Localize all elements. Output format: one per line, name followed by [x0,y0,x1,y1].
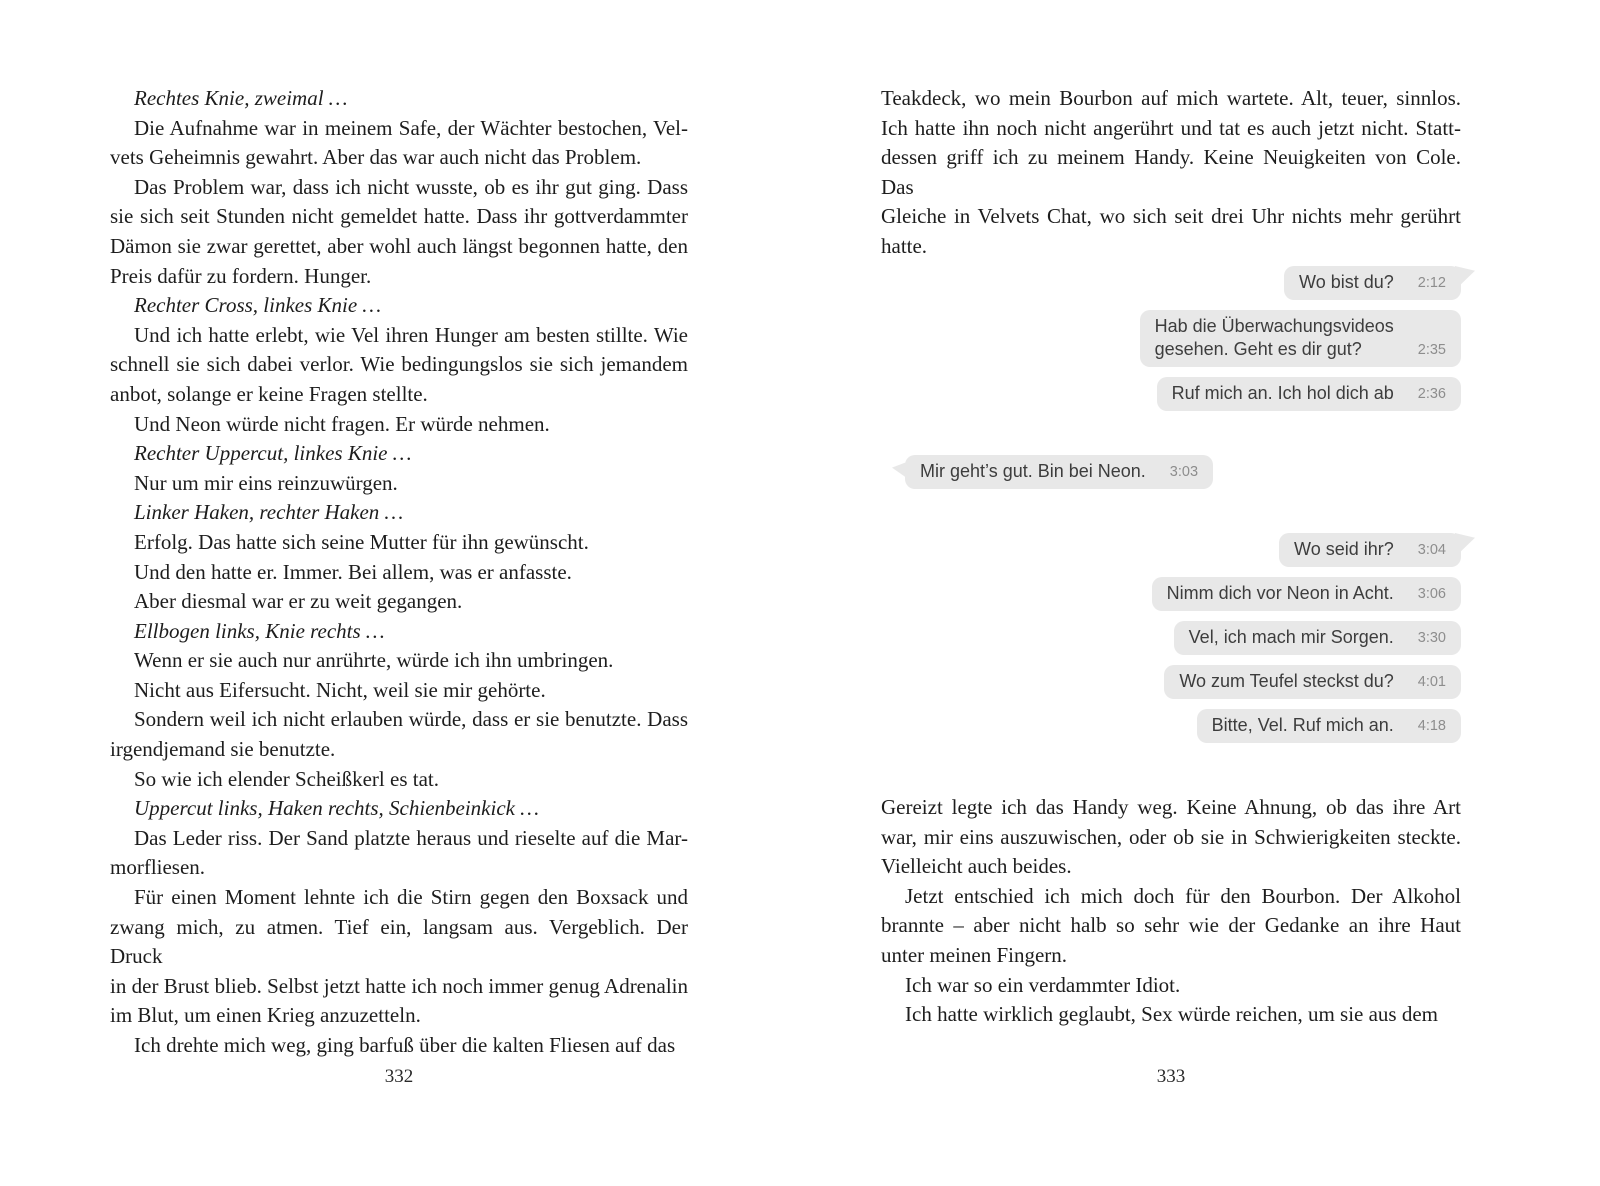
paragraph [110,883,688,1031]
text-line: Aber diesmal war er zu weit gegangen. [134,589,463,614]
text-line: Wenn er sie auch nur anrührte, würde ich ihn umbringen. [134,648,614,673]
text-line: Ellbogen links, Knie rechts … [134,618,385,643]
text-line: anbot, solange er keine Fragen stellte. [110,381,428,406]
text-line: sie sich seit Stunden nicht gemeldet hatte. Dass ihr gottverdammter [110,204,688,229]
text-line: irgendjemand sie benutzte. [110,737,336,762]
text-line: Und ich hatte erlebt, wie Vel ihren Hunger am besten stillte. Wie [134,322,688,347]
text-line: Das Problem war, dass ich nicht wusste, ob es ihr gut ging. Dass [134,174,688,199]
paragraph [110,646,688,676]
chat-thread [881,266,1461,743]
chat-message-text: Hab die Überwachungsvideos gesehen. Geht es dir gut? [1154,316,1394,359]
text-line: Und Neon würde nicht fragen. Er würde nehmen. [134,411,550,436]
paragraph [110,291,688,321]
text-line: Jetzt entschied ich mich doch für den Bourbon. Der Alkohol [905,883,1461,908]
chat-timestamp: 2:35 [1417,342,1446,358]
chat-bubble-sent [1279,533,1461,567]
chat-timestamp: 2:12 [1417,275,1446,291]
page-right [881,0,1461,1186]
paragraph [110,528,688,558]
text-line: Erfolg. Das hatte sich seine Mutter für ihn gewünscht. [134,529,589,554]
paragraph [110,498,688,528]
text-line: Vielleicht auch beides. [881,854,1072,879]
chat-timestamp: 3:03 [1169,464,1199,480]
text-line: war, mir eins auszuwischen, oder ob sie in Schwierigkeiten steckte. [881,824,1461,849]
paragraph [110,114,688,173]
chat-message-text: Ruf mich an. Ich hol dich ab [1171,383,1394,403]
chat-message-text: Bitte, Vel. Ruf mich an. [1211,715,1394,735]
text-line: Preis dafür zu fordern. Hunger. [110,263,372,288]
text-line: Gleiche in Velvets Chat, wo sich seit drei Uhr nichts mehr gerührt [881,204,1461,229]
text-line: Teakdeck, wo mein Bourbon auf mich wartete. Alt, teuer, sinnlos. [881,86,1461,110]
text-line: in der Brust blieb. Selbst jetzt hatte ich noch immer genug Adrenalin [110,973,688,998]
text-line: hatte. [881,233,928,258]
text-line: Für einen Moment lehnte ich die Stirn gegen den Boxsack und [134,885,688,910]
paragraph [110,469,688,499]
text-line: So wie ich elender Scheißkerl es tat. [134,766,439,791]
chat-bubble-sent [1197,709,1461,743]
page-number-left: 332 [384,1066,414,1087]
text-line: Ich drehte mich weg, ging barfuß über die kalten Fliesen auf das [134,1033,676,1057]
text-line: Die Aufnahme war in meinem Safe, der Wächter bestochen, Vel- [134,115,688,140]
paragraph [881,1000,1461,1030]
paragraph [110,794,688,824]
paragraph [881,793,1461,882]
right-page-text-bottom [881,793,1461,1030]
chat-bubble-received [905,455,1213,489]
text-line: Uppercut links, Haken rechts, Schienbeinkick … [134,796,539,821]
paragraph [110,765,688,795]
paragraph [110,439,688,469]
paragraph [110,676,688,706]
text-line: zwang mich, zu atmen. Tief ein, langsam aus. Vergeblich. Der Druck [110,914,688,969]
paragraph [881,84,1461,262]
chat-bubble-sent [1140,310,1461,367]
paragraph [110,173,688,291]
paragraph [110,410,688,440]
chat-message-text: Mir geht’s gut. Bin bei Neon. [920,461,1146,481]
paragraph [110,558,688,588]
text-line: Ich hatte ihn noch nicht angerührt und tat es auch jetzt nicht. Statt- [881,115,1461,140]
text-line: Rechter Cross, linkes Knie … [134,293,382,318]
text-line: schnell sie sich dabei verlor. Wie bedingungslos sie sich jemandem [110,352,688,377]
chat-timestamp: 3:06 [1417,586,1446,602]
paragraph [110,587,688,617]
chat-timestamp: 2:36 [1417,386,1446,402]
paragraph [110,321,688,410]
text-line: Ich war so ein verdammter Idiot. [905,972,1181,997]
page-left [110,0,688,1186]
chat-message-text: Wo zum Teufel steckst du? [1179,671,1394,691]
paragraph [110,84,688,114]
text-line: im Blut, um einen Krieg anzuzetteln. [110,1003,421,1028]
chat-timestamp: 4:01 [1417,674,1446,690]
page-number-right: 333 [1156,1066,1186,1087]
bubble-tail [892,460,912,484]
text-line: Dämon sie zwar gerettet, aber wohl auch längst begonnen hatte, den [110,233,688,258]
chat-bubble-sent [1284,266,1461,300]
text-line: Linker Haken, rechter Haken … [134,500,404,525]
bubble-tail [1455,533,1475,557]
chat-bubble-sent [1152,577,1461,611]
text-line: Gereizt legte ich das Handy weg. Keine Ahnung, ob das ihre Art [881,795,1461,819]
text-line: brannte – aber nicht halb so sehr wie der Gedanke an ihre Haut [881,913,1461,938]
chat-bubble-sent [1157,377,1461,411]
text-line: Nicht aus Eifersucht. Nicht, weil sie mir gehörte. [134,677,546,702]
paragraph [881,882,1461,971]
text-line: Ich hatte wirklich geglaubt, Sex würde reichen, um sie aus dem [905,1002,1438,1027]
text-line: Sondern weil ich nicht erlauben würde, dass er sie benutzte. Dass [134,707,688,732]
text-line: Rechtes Knie, zweimal … [134,86,348,110]
text-line: Nur um mir eins reinzuwürgen. [134,470,398,495]
text-line: vets Geheimnis gewahrt. Aber das war auch nicht das Problem. [110,145,642,170]
text-line: Und den hatte er. Immer. Bei allem, was er anfasste. [134,559,572,584]
chat-bubble-sent [1164,665,1461,699]
paragraph [110,1031,688,1061]
paragraph [110,824,688,883]
text-line: morfliesen. [110,855,206,880]
chat-timestamp: 3:04 [1417,542,1446,558]
paragraph [110,705,688,764]
left-page-text [110,84,688,1061]
chat-message-text: Nimm dich vor Neon in Acht. [1166,583,1394,603]
bubble-tail [1455,266,1475,290]
chat-timestamp: 3:30 [1417,630,1446,646]
chat-message-text: Vel, ich mach mir Sorgen. [1188,627,1394,647]
chat-message-text: Wo seid ihr? [1294,539,1394,559]
chat-message-text: Wo bist du? [1299,272,1394,292]
text-line: dessen griff ich zu meinem Handy. Keine Neuigkeiten von Cole. Das [881,145,1461,199]
text-line: Das Leder riss. Der Sand platzte heraus und rieselte auf die Mar- [134,825,688,850]
chat-bubble-sent [1174,621,1461,655]
right-page-text-top [881,84,1461,262]
text-line: Rechter Uppercut, linkes Knie … [134,441,412,466]
text-line: unter meinen Fingern. [881,942,1068,967]
paragraph [881,971,1461,1001]
chat-timestamp: 4:18 [1417,718,1446,734]
paragraph [110,617,688,647]
